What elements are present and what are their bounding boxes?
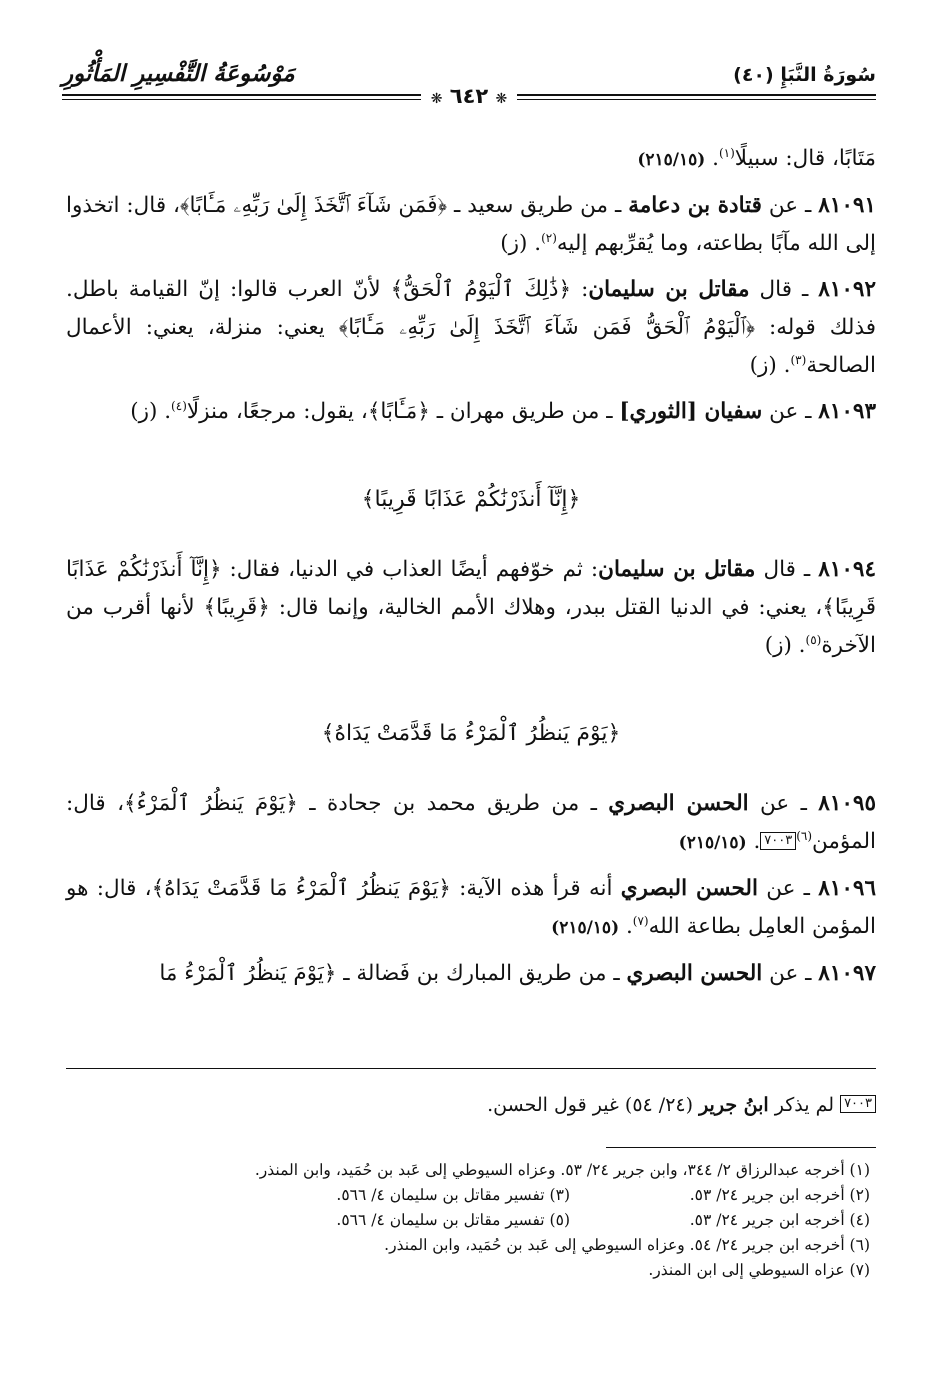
entry-81091: ٨١٠٩١ ـ عن قتادة بن دعامة ـ من طريق سعيد ـ ﴿فَمَن شَآءَ ٱتَّخَذَ إِلَىٰ رَبِّهِۦ مَـَٔابًا﴾، قال: اتخذوا إلى الله مآبًا بطاعته، وما يُقرِّبهم إليه$^{(٢)}$. (ز): [66, 193, 876, 256]
footnote-marker: (٧): [632, 913, 649, 928]
quran-quote: ﴿فَمَن شَآءَ ٱتَّخَذَ إِلَىٰ رَبِّهِۦ مَـَٔابًا﴾: [180, 193, 447, 218]
narrator-name: سفيان [الثوري]: [619, 399, 763, 424]
footnotes: [66, 1158, 870, 1283]
narrator-name: الحسن البصري: [620, 876, 758, 901]
ornament-icon: ❋: [430, 91, 443, 107]
footnote-marker: (٦): [796, 828, 813, 843]
ayah-heading: ﴿يَوْمَ يَنظُرُ ٱلْمَرْءُ مَا قَدَّمَتْ يَدَاهُ﴾: [321, 721, 621, 746]
page-number: ❋ ٦٤٢ ❋: [421, 84, 518, 108]
editor-note-number: ٧٠٠٣: [840, 1095, 876, 1113]
surah-title: سُورَةُ النَّبَإِ (٤٠): [733, 64, 876, 86]
footnote-marker: (٢): [541, 230, 557, 245]
quran-quote: ﴿ذَٰلِكَ ٱلْيَوْمُ ٱلْحَقُّ﴾: [390, 277, 572, 302]
entry-number: ٨١٠٩٢: [818, 277, 876, 302]
narrator-name: قتادة بن دعامة: [628, 193, 762, 218]
quran-quote: ﴿ٱلْيَوْمُ ٱلْحَقُّ فَمَن شَآءَ ٱتَّخَذَ إِلَىٰ رَبِّهِۦ مَـَٔابًا﴾: [338, 315, 755, 340]
quran-quote: ﴿قَرِيبًا﴾: [203, 595, 270, 620]
entry-number: ٨١٠٩٧: [818, 961, 876, 986]
editor-note-link[interactable]: ٧٠٠٣: [760, 832, 796, 850]
entry-number: ٨١٠٩٣: [818, 399, 876, 424]
entry-81096: ٨١٠٩٦ ـ عن الحسن البصري أنه قرأ هذه الآية: ﴿يَوْمَ يَنظُرُ ٱلْمَرْءُ مَا قَدَّمَتْ يَدَاهُ﴾، قال: هو المؤمن العامِل بطاعة الله$^{(٧)}$. (٢١٥/١٥): [66, 876, 876, 939]
footnote: (٦) أخرجه ابن جرير ٢٤/ ٥٤. وعزاه السيوطي إلى عَبد بن حُمَيد، وابن المنذر.: [384, 1236, 870, 1254]
quran-quote: ﴿يَوْمَ يَنظُرُ ٱلْمَرْءُ مَا: [159, 961, 337, 986]
entry-number: ٨١٠٩٦: [818, 876, 876, 901]
footnote-marker: (٣): [790, 352, 807, 367]
footnote: (٧) عزاه السيوطي إلى ابن المنذر.: [648, 1261, 870, 1279]
footnote: (١) أخرجه عبدالرزاق ٢/ ٣٤٤، وابن جرير ٢٤/ ٥٣. وعزاه السيوطي إلى عَبد بن حُمَيد، وابن المنذر.: [254, 1161, 870, 1179]
narrator-name: ابنُ جرير: [699, 1094, 769, 1116]
footnote-divider: [606, 1147, 876, 1148]
reference: (٢١٥/١٥): [551, 918, 620, 938]
ornament-icon: ❋: [495, 91, 508, 107]
main-text: [66, 140, 876, 1001]
footnote: (٣) تفسير مقاتل بن سليمان ٤/ ٥٦٦.: [336, 1186, 570, 1204]
entry-continuation: مَتَابًا، قال: سبيلًا$^{(١)}$. (٢١٥/١٥): [637, 145, 876, 171]
entry-number: ٨١٠٩٤: [818, 557, 876, 582]
quran-quote: ﴿إِنَّآ أَنذَرْنَٰكُمْ عَذَابًا قَرِيبًا﴾: [66, 557, 876, 620]
narrator-name: مقاتل بن سليمان: [598, 557, 756, 582]
quran-quote: ﴿مَـَٔابًا﴾: [367, 399, 430, 424]
reference: (٢١٥/١٥): [678, 833, 747, 853]
footnote-marker: (٤): [171, 398, 187, 413]
ayah-heading: ﴿إِنَّآ أَنذَرْنَٰكُمْ عَذَابًا قَرِيبًا﴾: [361, 487, 581, 512]
entry-81095: ٨١٠٩٥ ـ عن الحسن البصري ـ من طريق محمد بن جحادة ـ ﴿يَوْمَ يَنظُرُ ٱلْمَرْءُ﴾، قال: المؤمن$^{(٦)}$٧٠٠٣. (٢١٥/١٥): [66, 791, 876, 854]
footnote-marker: (٥): [805, 632, 822, 647]
book-title: مَوْسُوعَةُ التَّفْسِيرِ المَأْثُورِ: [62, 60, 295, 87]
footnote-marker: (١): [718, 145, 735, 160]
quran-quote: ﴿يَوْمَ يَنظُرُ ٱلْمَرْءُ مَا قَدَّمَتْ يَدَاهُ﴾: [151, 876, 451, 901]
quran-quote: مَتَابًا: [838, 146, 876, 171]
quran-quote: ﴿يَوْمَ يَنظُرُ ٱلْمَرْءُ﴾: [124, 791, 298, 816]
footnote: (٥) تفسير مقاتل بن سليمان ٤/ ٥٦٦.: [336, 1211, 570, 1229]
footnote: (٤) أخرجه ابن جرير ٢٤/ ٥٣.: [689, 1211, 870, 1229]
page-header: [62, 58, 876, 106]
entry-number: ٨١٠٩٥: [818, 791, 876, 816]
reference: (٢١٥/١٥): [637, 150, 706, 170]
entry-81092: ٨١٠٩٢ ـ قال مقاتل بن سليمان: ﴿ذَٰلِكَ ٱلْيَوْمُ ٱلْحَقُّ﴾ لأنّ العرب قالوا: إنّ القيامة باطل. فذلك قوله: ﴿ٱلْيَوْمُ ٱلْحَقُّ فَمَن شَآءَ ٱتَّخَذَ إِلَىٰ رَبِّهِۦ مَـَٔابًا﴾ يعني: منزلة، يعني: الأعمال الصالحة$^{(٣)}$. (ز): [66, 277, 877, 378]
narrator-name: الحسن البصري: [608, 791, 749, 816]
narrator-name: الحسن البصري: [626, 961, 763, 986]
entry-81093: ٨١٠٩٣ ـ عن سفيان [الثوري] ـ من طريق مهران ـ ﴿مَـَٔابًا﴾، يقول: مرجعًا، منزلًا$^{(٤)}$. (ز): [130, 398, 876, 424]
entry-81097: ٨١٠٩٧ ـ عن الحسن البصري ـ من طريق المبارك بن فَضالة ـ ﴿يَوْمَ يَنظُرُ ٱلْمَرْءُ مَا: [159, 961, 876, 986]
note-divider: [66, 1068, 876, 1069]
entry-number: ٨١٠٩١: [818, 193, 876, 218]
narrator-name: مقاتل بن سليمان: [588, 277, 750, 302]
editor-note: ٧٠٠٣ لم يذكر ابنُ جرير (٢٤/ ٥٤) غير قول الحسن.: [66, 1090, 876, 1120]
entry-81094: ٨١٠٩٤ ـ قال مقاتل بن سليمان: ثم خوّفهم أيضًا العذاب في الدنيا، فقال: ﴿إِنَّآ أَنذَرْنَٰكُمْ عَذَابًا قَرِيبًا﴾، يعني: في الدنيا القتل ببدر، وهلاك الأمم الخالية، وإنما قال: ﴿قَرِيبًا﴾ لأنها أقرب من الآخرة$^{(٥)}$. (ز): [66, 557, 876, 658]
footnote: (٢) أخرجه ابن جرير ٢٤/ ٥٣.: [689, 1186, 870, 1204]
